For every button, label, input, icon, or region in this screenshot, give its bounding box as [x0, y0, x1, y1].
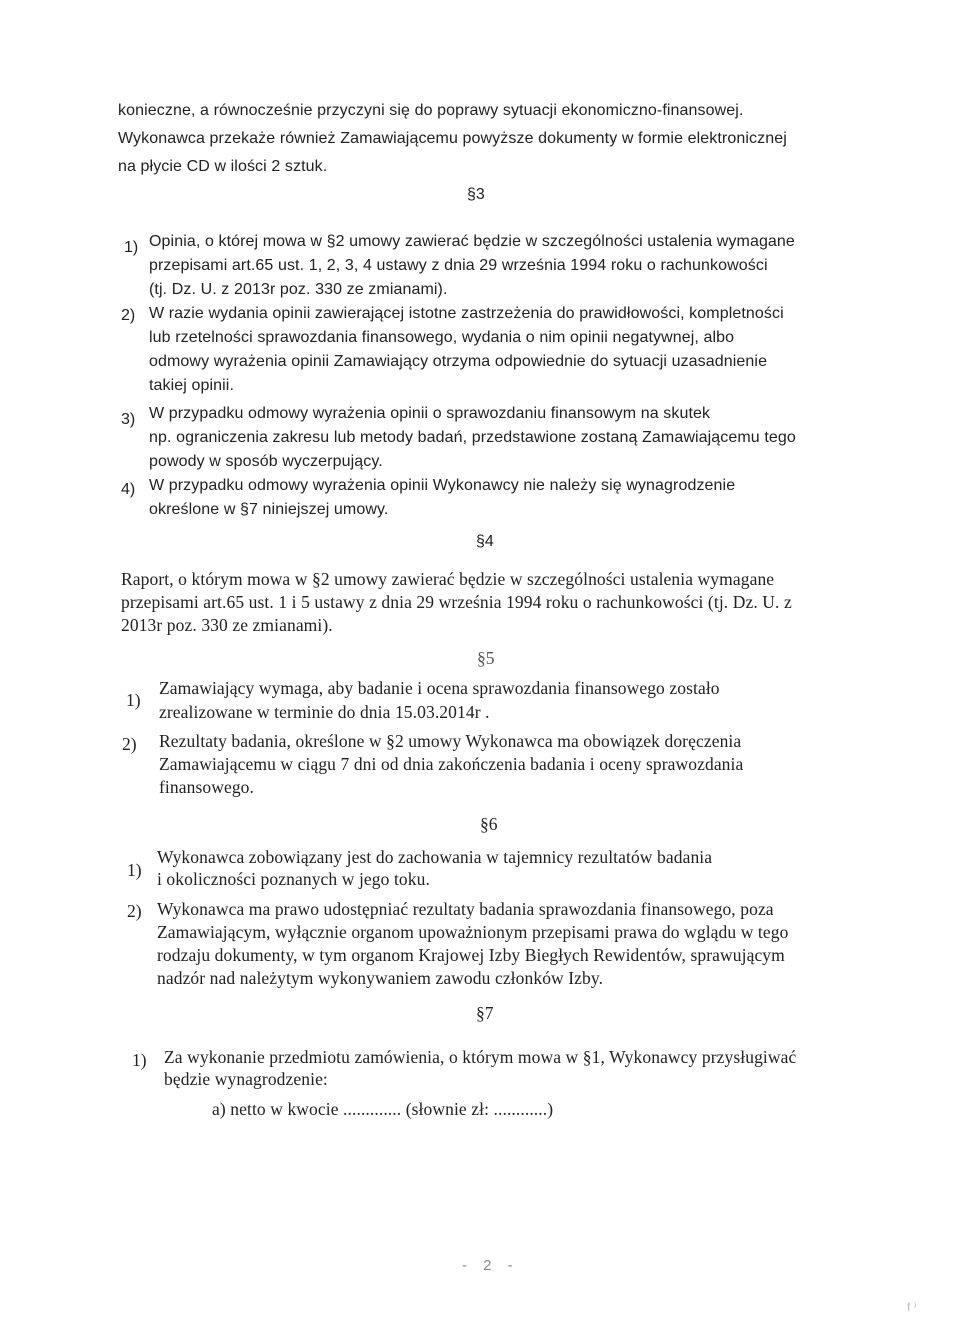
paragraph-line: przepisami art.65 ust. 1 i 5 ustawy z dnia 29 września 1994 roku o rachunkowości (tj. Dz. U. z [121, 592, 792, 612]
paragraph-line: Raport, o którym mowa w §2 umowy zawierać będzie w szczególności ustalenia wymagane [121, 569, 775, 589]
item-number: 1) [124, 239, 139, 256]
section-heading: §7 [476, 1003, 494, 1023]
item-line: (tj. Dz. U. z 2013r poz. 330 ze zmianami). [149, 281, 448, 298]
section-heading: §5 [477, 648, 495, 668]
paragraph-line: 2013r poz. 330 ze zmianami). [121, 615, 333, 635]
item-line: Za wykonanie przedmiotu zamówienia, o którym mowa w §1, Wykonawcy przysługiwać [164, 1047, 797, 1067]
item-line: Zamawiającym, wyłącznie organom upoważnionym przepisami prawa do wglądu w tego [157, 922, 789, 942]
item-line: przepisami art.65 ust. 1, 2, 3, 4 ustawy z dnia 29 września 1994 roku o rachunkowości [149, 257, 768, 274]
item-number: 4) [121, 481, 136, 498]
item-line: W razie wydania opinii zawierającej istotne zastrzeżenia do prawidłowości, kompletności [149, 305, 784, 322]
item-line: określone w §7 niniejszej umowy. [149, 501, 389, 518]
item-line: Wykonawca ma prawo udostępniać rezultaty badania sprawozdania finansowego, poza [157, 899, 774, 919]
sub-item-line: a) netto w kwocie ............. (słownie zł: ............) [212, 1099, 554, 1119]
item-number: 1) [127, 860, 142, 880]
item-line: lub rzetelności sprawozdania finansowego, wydania o nim opinii negatywnej, albo [149, 329, 735, 346]
item-line: zrealizowane w terminie do dnia 15.03.2014r . [159, 702, 490, 722]
item-line: powody w sposób wyczerpujący. [149, 453, 383, 470]
item-number: 1) [126, 690, 141, 710]
item-line: Zamawiającemu w ciągu 7 dni od dnia zakończenia badania i oceny sprawozdania [159, 754, 744, 774]
item-line: finansowego. [159, 777, 254, 797]
item-number: 2) [121, 307, 136, 324]
item-number: 2) [122, 734, 137, 754]
intro-line: na płycie CD w ilości 2 sztuk. [118, 158, 328, 175]
item-line: Zamawiający wymaga, aby badanie i ocena sprawozdania finansowego zostało [159, 678, 720, 698]
item-line: nadzór nad należytym wykonywaniem zawodu członków Izby. [157, 968, 604, 988]
section-heading: §4 [476, 533, 494, 550]
item-line: W przypadku odmowy wyrażenia opinii Wykonawcy nie należy się wynagrodzenie [149, 477, 736, 494]
item-line: Rezultaty badania, określone w §2 umowy Wykonawca ma obowiązek doręczenia [159, 731, 742, 751]
section-heading: §6 [480, 814, 498, 834]
item-number: 2) [127, 901, 142, 921]
item-number: 3) [121, 411, 136, 428]
item-line: takiej opinii. [149, 377, 235, 394]
item-line: i okoliczności poznanych w jego toku. [157, 869, 430, 889]
item-line: Wykonawca zobowiązany jest do zachowania w tajemnicy rezultatów badania [157, 847, 713, 867]
item-line: W przypadku odmowy wyrażenia opinii o sprawozdaniu finansowym na skutek [149, 405, 711, 422]
item-line: odmowy wyrażenia opinii Zamawiający otrzyma odpowiednie do sytuacji uzasadnienie [149, 353, 768, 370]
item-line: rodzaju dokumenty, w tym organom Krajowej Izby Biegłych Rewidentów, sprawującym [157, 945, 785, 965]
item-line: będzie wynagrodzenie: [164, 1069, 328, 1089]
page-number: - 2 - [462, 1257, 519, 1274]
scan-mark: f ⁾ [907, 1300, 917, 1314]
item-line: Opinia, o której mowa w §2 umowy zawierać będzie w szczególności ustalenia wymagane [149, 233, 795, 250]
item-line: np. ograniczenia zakresu lub metody badań, przedstawione zostaną Zamawiającemu tego [149, 429, 796, 446]
intro-line: Wykonawca przekaże również Zamawiającemu powyższe dokumenty w formie elektronicznej [118, 130, 787, 147]
section-heading: §3 [467, 186, 485, 203]
item-number: 1) [132, 1050, 147, 1070]
intro-line: konieczne, a równocześnie przyczyni się do poprawy sytuacji ekonomiczno-finansowej. [118, 102, 744, 119]
